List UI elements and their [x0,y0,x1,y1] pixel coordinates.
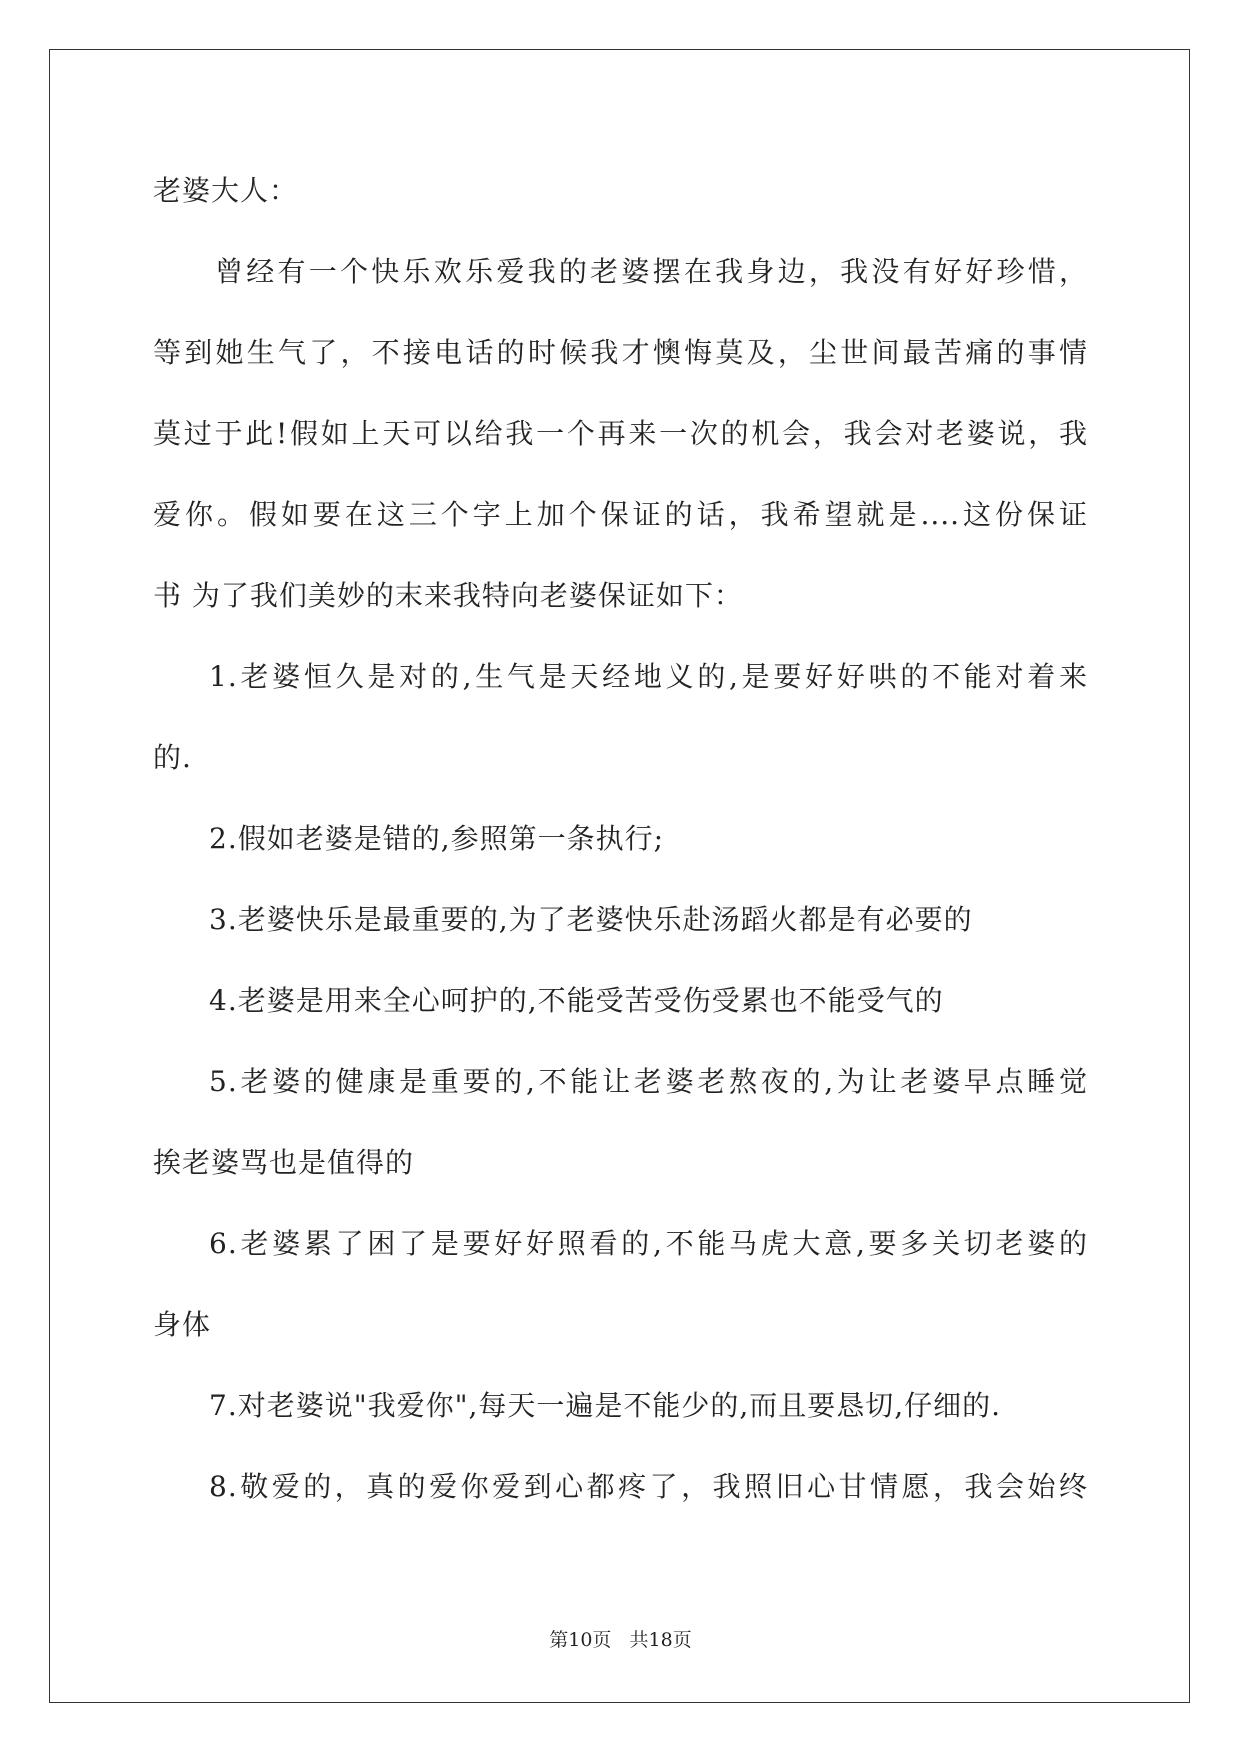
list-item-1: 1.老婆恒久是对的,生气是天经地义的,是要好好哄的不能对着来 [209,660,1088,693]
list-item-3: 3.老婆快乐是最重要的,为了老婆快乐赴汤蹈火都是有必要的 [209,903,973,936]
paragraph-line: 等到她生气了，不接电话的时候我才懊悔莫及，尘世间最苦痛的事情 [153,336,1088,369]
list-item-5: 5.老婆的健康是重要的,不能让老婆老熬夜的,为让老婆早点睡觉 [209,1065,1088,1098]
paragraph-line: 爱你。假如要在这三个字上加个保证的话，我希望就是....这份保证 [153,498,1088,531]
salutation: 老婆大人： [153,174,299,207]
list-item-6: 6.老婆累了困了是要好好照看的,不能马虎大意,要多关切老婆的 [209,1227,1088,1260]
list-item-1-continuation: 的. [153,741,192,774]
page-number-label: 第10页 共18页 [549,1629,692,1651]
page-border [49,49,1190,1703]
list-item-5-continuation: 挨老婆骂也是值得的 [153,1146,415,1179]
page-footer [0,1628,1241,1652]
paragraph-line: 莫过于此!假如上天可以给我一个再来一次的机会，我会对老婆说，我 [153,417,1088,450]
paragraph-line: 曾经有一个快乐欢乐爱我的老婆摆在我身边，我没有好好珍惜， [215,255,1088,288]
list-item-7: 7.对老婆说"我爱你",每天一遍是不能少的,而且要恳切,仔细的. [209,1389,1002,1422]
list-item-6-continuation: 身体 [153,1308,212,1341]
paragraph-line: 书 为了我们美妙的末来我特向老婆保证如下： [153,579,743,612]
list-item-2: 2.假如老婆是错的,参照第一条执行; [209,822,665,855]
list-item-8: 8.敬爱的，真的爱你爱到心都疼了，我照旧心甘情愿，我会始终 [209,1470,1088,1503]
list-item-4: 4.老婆是用来全心呵护的,不能受苦受伤受累也不能受气的 [209,984,944,1017]
